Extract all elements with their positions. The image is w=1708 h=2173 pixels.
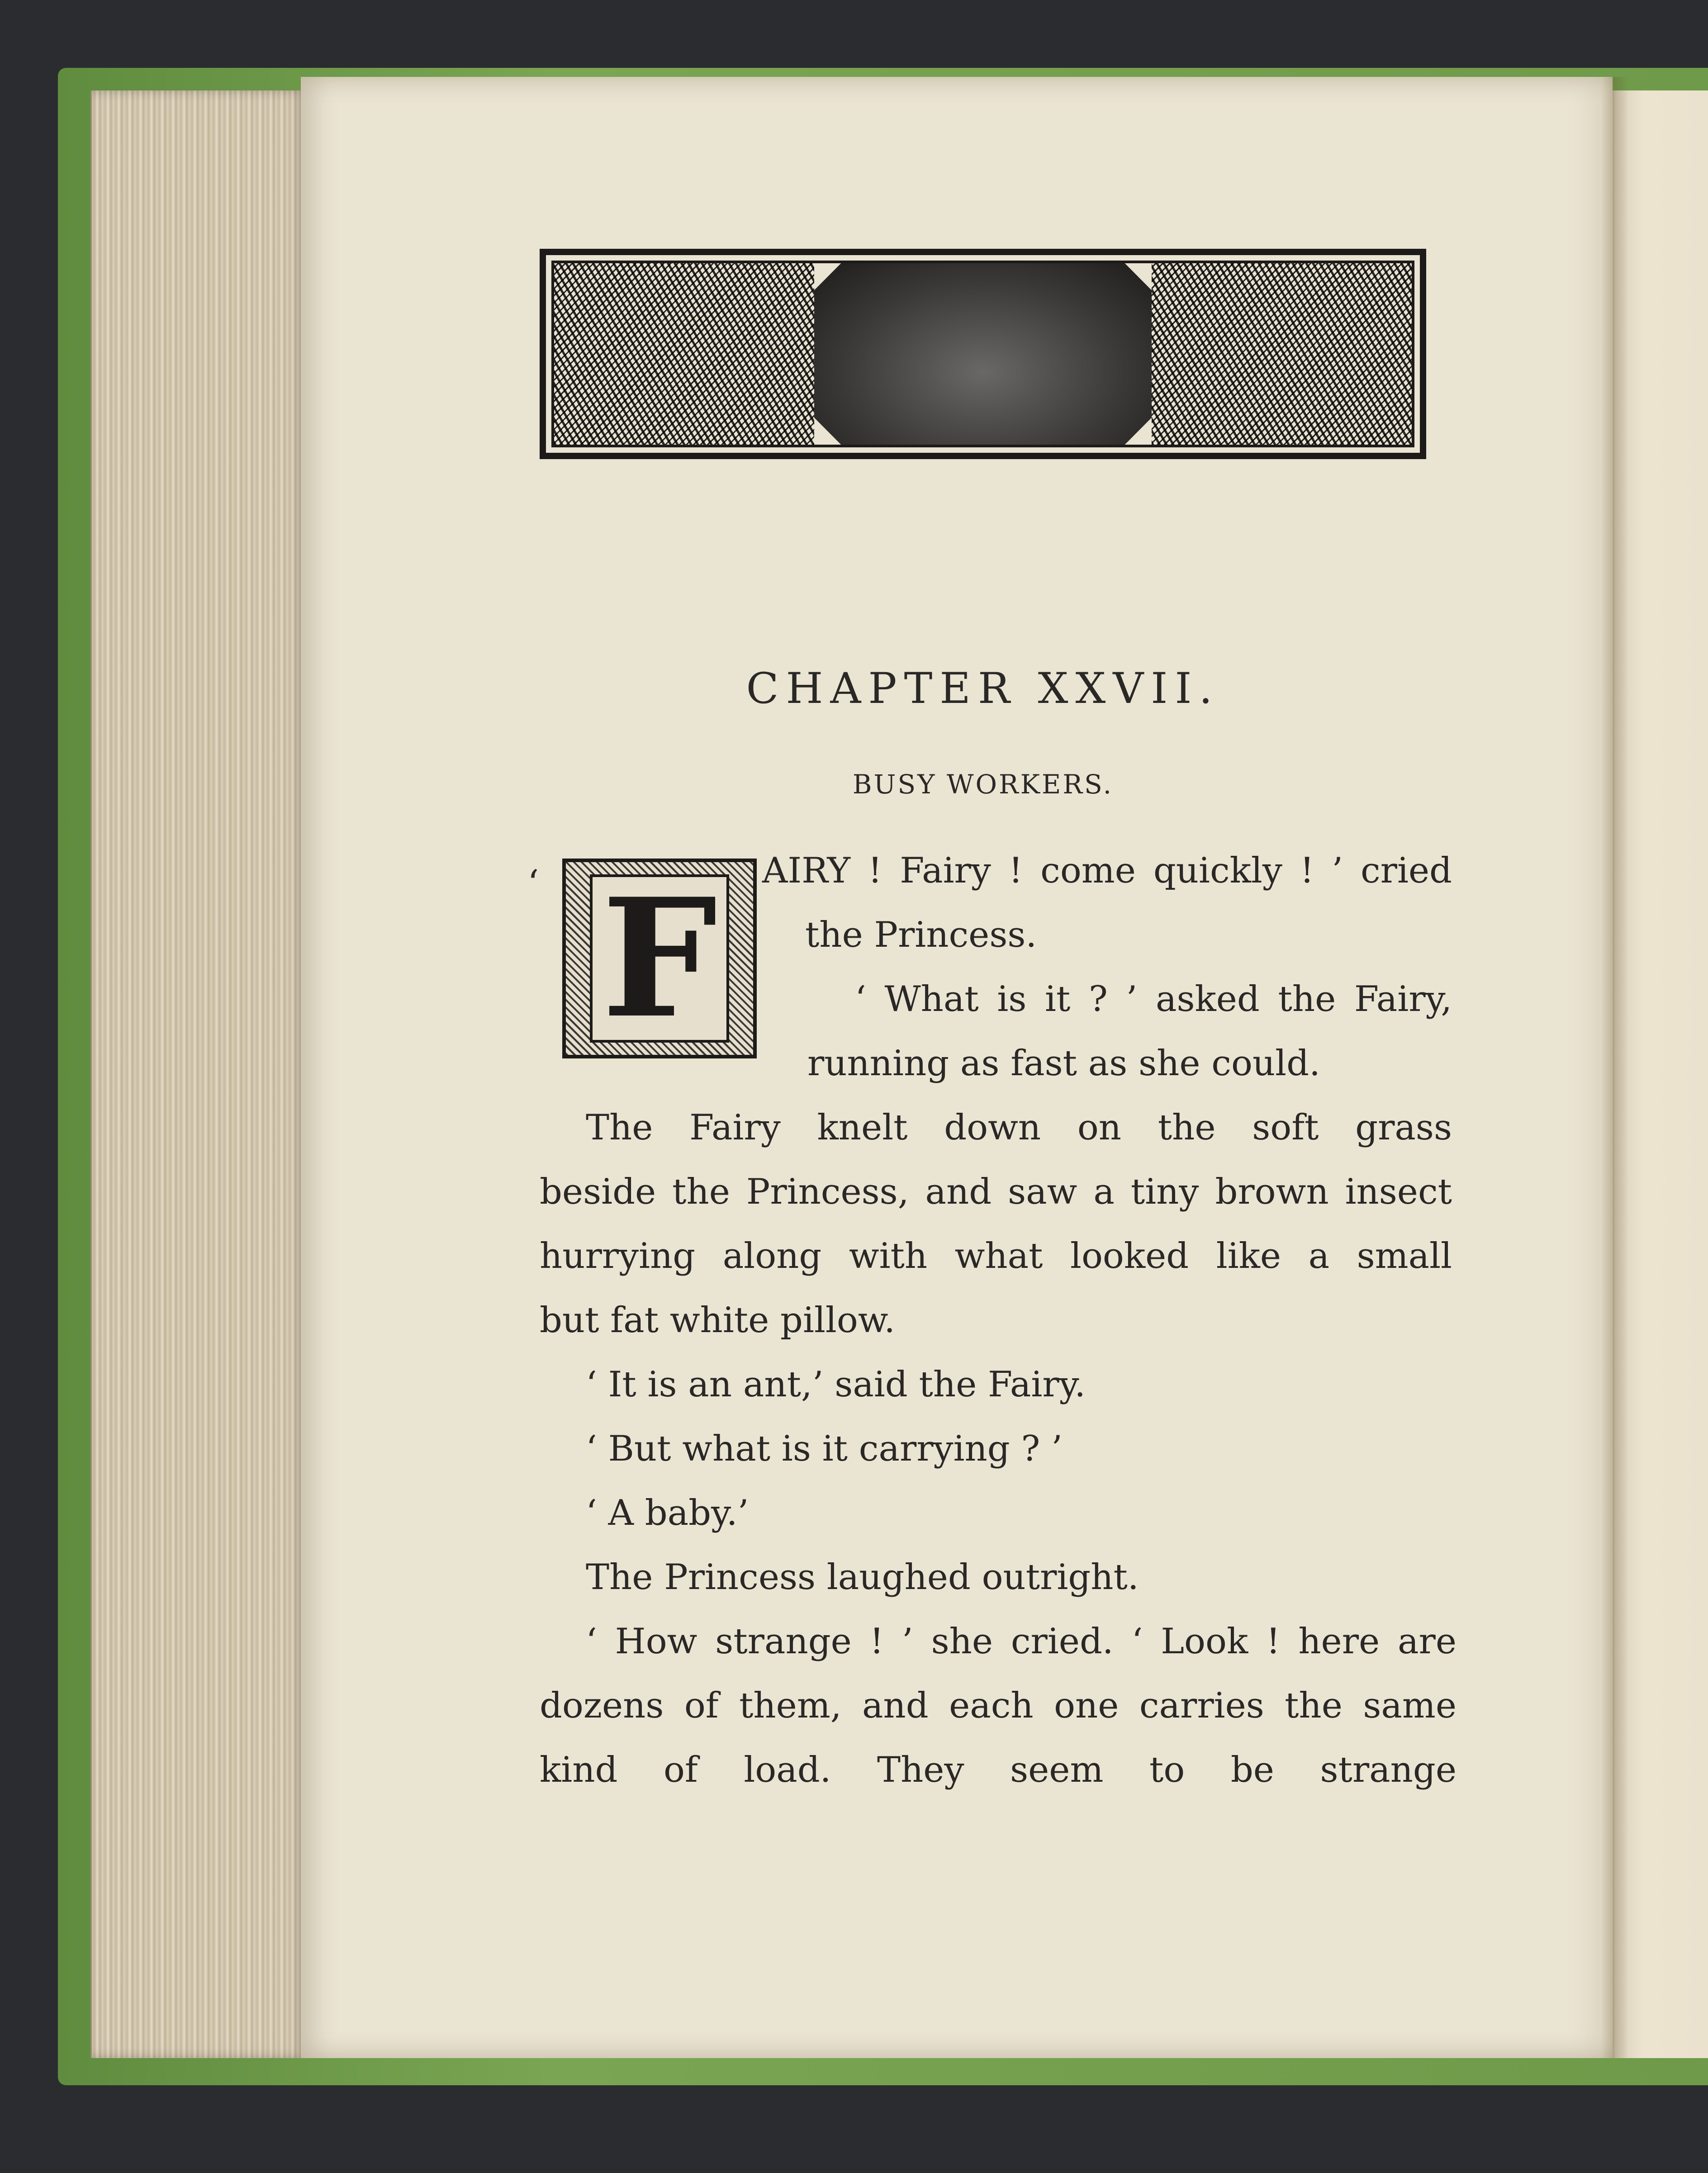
flying-birds-engraving [814, 263, 1152, 445]
text-line: but fat white pillow. [540, 1300, 896, 1341]
opening-quote: ‘ [527, 862, 539, 904]
text-line: ‘ How strange ! ’ she cried. ‘ Look ! here are [586, 1621, 1457, 1662]
reeds-engraving-left [554, 263, 814, 445]
text-line: ‘ It is an ant,’ said the Fairy. [586, 1364, 1086, 1405]
text-line: The Princess laughed outright. [586, 1557, 1139, 1598]
text-line: ‘ But what is it carrying ? ’ [586, 1428, 1063, 1469]
headpiece-frame [551, 261, 1414, 447]
page-edges [90, 90, 304, 2058]
headpiece-illustration [540, 249, 1426, 459]
chapter-subtitle: BUSY WORKERS. [852, 769, 1114, 800]
drop-cap-letter: F [590, 874, 729, 1043]
book-gutter [1601, 77, 1628, 2058]
text-line: The Fairy knelt down on the soft grass [586, 1107, 1452, 1148]
text-line: ‘ What is it ? ’ asked the Fairy, [855, 979, 1452, 1020]
text-line: running as fast as she could. [807, 1043, 1320, 1084]
text-line: beside the Princess, and saw a tiny brown insect [540, 1172, 1452, 1212]
text-line: AIRY ! Fairy ! come quickly ! ’ cried [762, 850, 1452, 891]
text-line: hurrying along with what looked like a small [540, 1236, 1452, 1276]
text-line: dozens of them, and each one carries the same [540, 1685, 1457, 1726]
text-line: ‘ A baby.’ [586, 1493, 749, 1533]
text-line: kind of load. They seem to be strange [540, 1750, 1457, 1790]
ornamental-drop-cap [562, 859, 757, 1058]
chapter-title: CHAPTER XXVII. [746, 664, 1220, 713]
reeds-engraving-right [1152, 263, 1412, 445]
text-line: the Princess. [805, 915, 1037, 955]
